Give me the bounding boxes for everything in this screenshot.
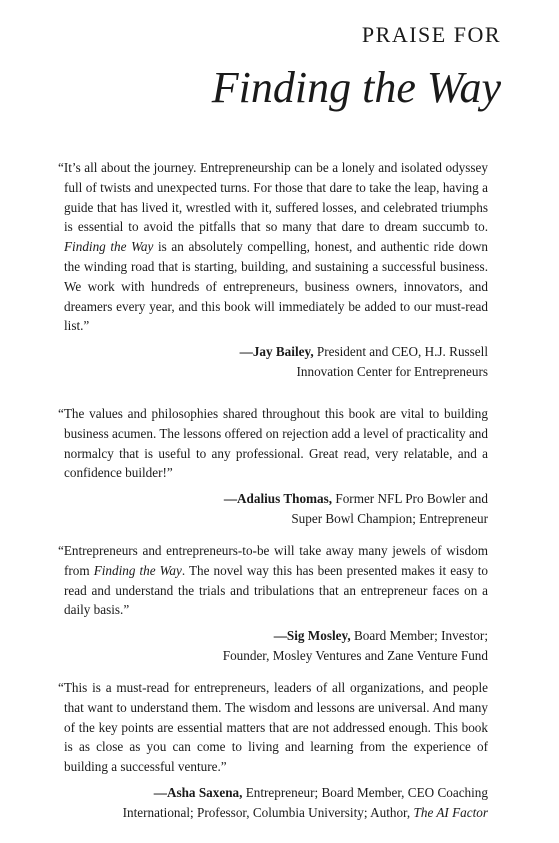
quote-text: “The values and philosophies shared throughout this book are vital to building business acumen. The lessons offered on rejection add a level of practicality and normalcy that is useful to any professional. Great read, very relatable, and a confidence builder!” (58, 406, 488, 481)
quote-attribution: —Sig Mosley, Board Member; Investor; Founder, Mosley Ventures and Zane Venture Fund (222, 628, 488, 663)
testimonial-sig-mosley (58, 541, 488, 666)
attribution-name: —Jay Bailey, (239, 344, 314, 360)
book-title-italic: The AI Factor (413, 804, 488, 820)
testimonial-asha-saxena (58, 678, 488, 823)
book-title-italic: Finding the Way (93, 562, 182, 578)
quote-attribution: —Asha Saxena, Entrepreneur; Board Member, CEO Coaching International; Professor, Columbia University; Author, The AI Factor (122, 784, 488, 820)
quote-text: “Entrepreneurs and entrepreneurs-to-be will take away many jewels of wisdom from Finding the Way. The novel way this has been presented makes it easy to read and understand the trials and tribulations that an entrepreneur faces on a daily basis.” (58, 543, 488, 618)
attribution-name: —Adalius Thomas, (223, 491, 333, 507)
testimonial-jay-bailey (58, 158, 488, 382)
page-title: Finding the Way (211, 63, 501, 112)
attribution-name: —Sig Mosley, (273, 628, 351, 644)
page-kicker: PRAISE FOR (361, 22, 501, 47)
book-title-italic: Finding the Way (64, 239, 154, 255)
quote-attribution: —Jay Bailey, President and CEO, H.J. Russell Innovation Center for Entrepreneurs (239, 344, 488, 379)
testimonial-adalius-thomas (58, 404, 488, 529)
quote-text: “This is a must-read for entrepreneurs, leaders of all organizations, and people that want to understand them. The wisdom and lessons are universal. And many of the key points are essential matters that are not addressed enough. This book is as close as you can come to living and learning from the experience of building a successful venture.” (58, 680, 488, 775)
quote-text: “It’s all about the journey. Entrepreneurship can be a lonely and isolated odyssey full of twists and unexpected turns. For those that dare to take the leap, having a guide that has lived it, wrestled with it, suffered losses, and celebrated triumphs is essential to avoid the pitfalls that so many that dare to dream succumb to. Finding the Way is an absolutely compelling, honest, and authentic ride down the winding road that is starting, building, and sustaining a successful business. We work with hundreds of entrepreneurs, business owners, innovators, and dreamers every year, and this book will immediately be added to our must-read list.” (58, 160, 489, 334)
quote-attribution: —Adalius Thomas, Former NFL Pro Bowler and Super Bowl Champion; Entrepreneur (223, 491, 488, 526)
attribution-name: —Asha Saxena, (153, 784, 243, 800)
